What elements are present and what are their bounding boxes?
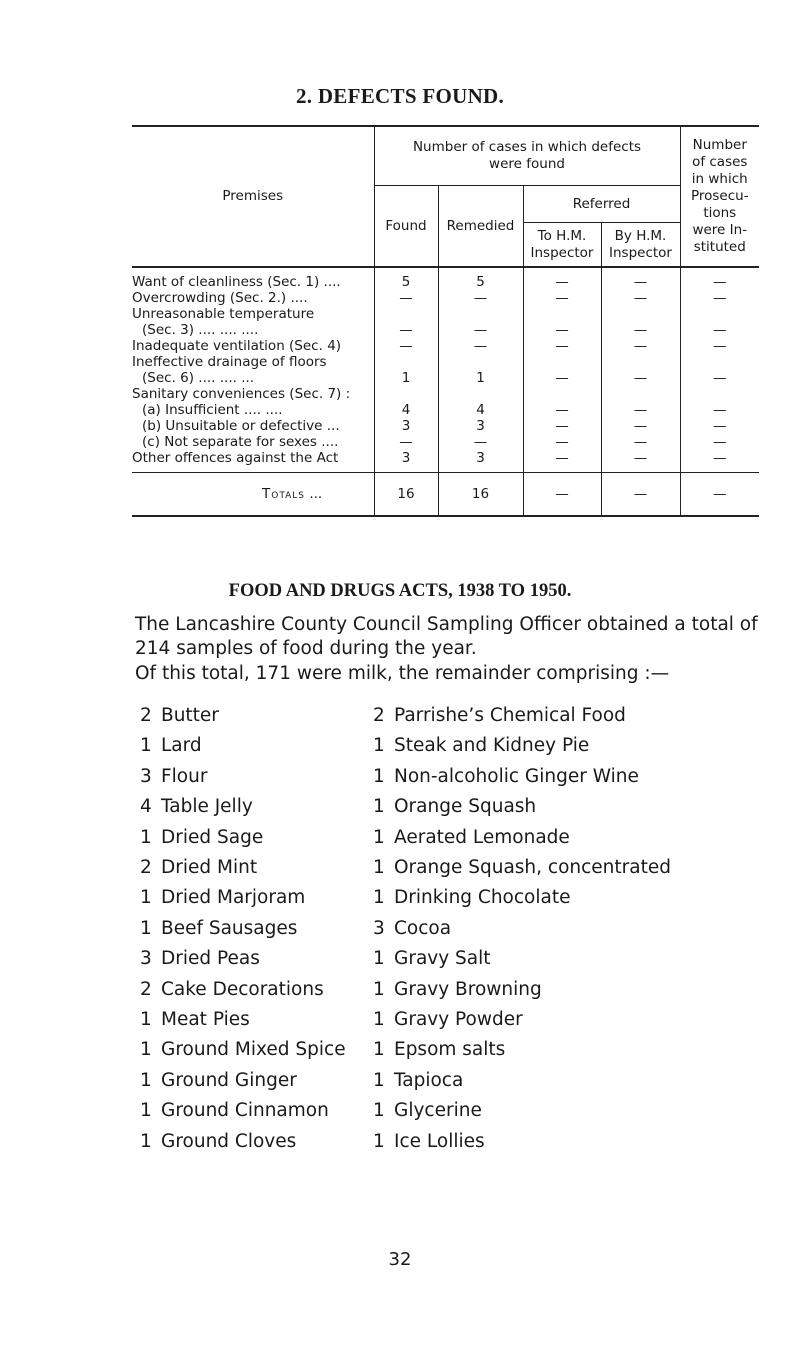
cell-pros (680, 306, 759, 322)
table-row (132, 450, 759, 473)
cell-remedied: 4 (438, 402, 523, 418)
header-cases-group: Number of cases in which defects were found (374, 126, 680, 186)
item-name: Ground Cloves (161, 1130, 297, 1152)
cell-by_hm (601, 386, 680, 402)
item-quantity: 1 (140, 1069, 152, 1091)
cell-to_hm: — (523, 290, 601, 306)
cell-pros: — (713, 402, 727, 418)
item-name: Orange Squash (394, 796, 537, 818)
cell-remedied: — (438, 322, 523, 338)
cell-remedied: — (438, 434, 523, 450)
table-row (132, 386, 759, 402)
list-item (140, 1067, 297, 1095)
header-by-hm-inspector: By H.M. Inspector (601, 223, 680, 268)
item-quantity: 2 (373, 705, 385, 726)
list-item (140, 945, 260, 973)
table-row (132, 306, 759, 322)
item-quantity: 1 (373, 826, 385, 848)
defects-table-wrapper (132, 125, 759, 517)
cell-pros: — (713, 338, 727, 354)
item-quantity: 4 (140, 796, 152, 818)
list-item (140, 1006, 250, 1034)
item-name: Meat Pies (161, 1009, 250, 1030)
cell-found: — (374, 290, 438, 306)
item-quantity: 1 (140, 1130, 152, 1152)
cell-to_hm: — (523, 434, 601, 450)
item-quantity: 1 (373, 1009, 385, 1030)
cell-pros: — (713, 290, 727, 306)
item-quantity: 1 (140, 1100, 152, 1122)
table-row (132, 434, 759, 450)
table-row (132, 290, 759, 306)
row-label: (b) Unsuitable or defective ... (132, 418, 374, 434)
row-label: Sanitary conveniences (Sec. 7) : (132, 386, 374, 402)
item-name: Ground Cinnamon (161, 1100, 329, 1122)
table-row (132, 322, 759, 338)
cell-pros: — (713, 274, 727, 290)
cell-pros (680, 354, 759, 370)
item-quantity: 2 (140, 978, 152, 1000)
page-number: 32 (388, 1249, 412, 1270)
cell-pros: — (713, 418, 727, 434)
item-quantity: 1 (140, 1009, 152, 1030)
item-name: Orange Squash, concentrated (394, 857, 671, 878)
list-item (140, 1097, 329, 1125)
cell-remedied: 3 (438, 450, 523, 473)
header-remedied: Remedied (438, 186, 523, 268)
cell-to_hm (523, 306, 601, 322)
cell-to_hm: — (523, 322, 601, 338)
list-item (140, 976, 324, 1004)
table-row (132, 338, 759, 354)
list-item (373, 1036, 505, 1064)
list-item (373, 1006, 523, 1034)
cell-pros (680, 386, 759, 402)
cell-to_hm: — (523, 450, 601, 473)
cell-found: 3 (374, 418, 438, 434)
item-quantity: 1 (373, 1100, 385, 1122)
item-name: Ground Ginger (161, 1069, 297, 1091)
list-item (373, 793, 536, 821)
header-to-hm-inspector: To H.M. Inspector (523, 223, 601, 268)
item-quantity: 3 (373, 917, 385, 939)
table-row (132, 418, 759, 434)
list-item (140, 824, 263, 852)
totals-remedied: 16 (438, 473, 523, 517)
item-name: Steak and Kidney Pie (394, 735, 590, 757)
cell-remedied (438, 354, 523, 370)
cell-remedied: 1 (438, 370, 523, 386)
cell-pros: — (713, 434, 727, 450)
totals-prosecutions: — (713, 486, 727, 502)
item-quantity: 1 (373, 735, 385, 757)
row-label: (a) Insufficient .... .... (132, 402, 374, 418)
item-name: Cocoa (394, 917, 452, 939)
item-quantity: 1 (373, 1069, 385, 1091)
item-name: Tapioca (394, 1069, 464, 1091)
defects-table (132, 125, 759, 517)
list-item (373, 976, 542, 1004)
item-name: Cake Decorations (161, 978, 324, 1000)
cell-to_hm: — (523, 338, 601, 354)
item-name: Dried Sage (161, 826, 264, 848)
cell-found: 4 (374, 402, 438, 418)
item-quantity: 1 (140, 826, 152, 848)
table-row (132, 402, 759, 418)
cell-by_hm: — (601, 370, 680, 386)
row-label: Overcrowding (Sec. 2.) .... (132, 290, 374, 306)
cell-pros: — (713, 370, 727, 386)
item-quantity: 2 (140, 705, 152, 726)
item-quantity: 1 (373, 765, 385, 787)
cell-remedied: — (438, 290, 523, 306)
header-prosecutions: Number of cases in which Prosecu- tions were In- stituted (690, 137, 749, 255)
item-quantity: 1 (373, 1130, 385, 1152)
totals-by-hm: — (601, 473, 680, 517)
cell-found: — (374, 338, 438, 354)
cell-found: 5 (374, 267, 438, 290)
list-item (140, 1128, 296, 1156)
row-label: Inadequate ventilation (Sec. 4) (132, 338, 374, 354)
item-name: Gravy Salt (394, 948, 491, 970)
item-name: Glycerine (394, 1100, 482, 1122)
item-name: Butter (161, 705, 219, 726)
cell-by_hm: — (601, 450, 680, 473)
item-quantity: 3 (140, 765, 152, 787)
list-item (140, 793, 253, 821)
cell-by_hm: — (601, 434, 680, 450)
cell-remedied: 5 (438, 267, 523, 290)
list-item (373, 1067, 463, 1095)
cell-found (374, 386, 438, 402)
cell-by_hm (601, 306, 680, 322)
item-name: Non-alcoholic Ginger Wine (394, 765, 639, 787)
list-item (140, 854, 257, 882)
row-label: (c) Not separate for sexes .... (132, 434, 374, 450)
list-item (373, 945, 491, 973)
cell-remedied: 3 (438, 418, 523, 434)
item-name: Aerated Lemonade (394, 826, 570, 848)
item-name: Flour (161, 765, 208, 787)
list-item (373, 854, 671, 882)
row-label: Want of cleanliness (Sec. 1) .... (132, 267, 374, 290)
cell-pros: — (713, 450, 727, 466)
totals-to-hm: — (523, 473, 601, 517)
food-drugs-title: FOOD AND DRUGS ACTS, 1938 TO 1950. (228, 581, 572, 601)
cell-found: — (374, 434, 438, 450)
item-name: Lard (161, 735, 202, 757)
cell-to_hm (523, 386, 601, 402)
cell-found: 3 (374, 450, 438, 473)
paragraph-remainder: Of this total, 171 were milk, the remainder comprising :— (135, 663, 670, 684)
list-item (373, 824, 570, 852)
cell-by_hm (601, 354, 680, 370)
item-quantity: 1 (373, 887, 385, 909)
row-label: Unreasonable temperature (132, 306, 374, 322)
item-quantity: 1 (140, 887, 152, 909)
item-name: Dried Peas (161, 948, 260, 970)
row-label: Other offences against the Act (132, 450, 374, 473)
item-name: Dried Marjoram (161, 887, 306, 909)
list-item (373, 732, 589, 760)
list-item (140, 1036, 346, 1064)
paragraph-samples: The Lancashire County Council Sampling Officer obtained a total of 214 samples of food during the year. (135, 614, 758, 659)
list-item (373, 915, 451, 943)
cell-to_hm: — (523, 402, 601, 418)
table-row (132, 267, 759, 290)
item-name: Gravy Browning (394, 978, 542, 1000)
cell-to_hm: — (523, 418, 601, 434)
list-item (373, 1097, 482, 1125)
cell-found: 1 (374, 370, 438, 386)
cell-by_hm: — (601, 338, 680, 354)
list-item (140, 732, 202, 760)
cell-by_hm: — (601, 290, 680, 306)
cell-by_hm: — (601, 418, 680, 434)
item-quantity: 1 (140, 1039, 152, 1061)
list-item (373, 763, 639, 791)
item-quantity: 3 (140, 948, 152, 970)
cell-found (374, 354, 438, 370)
section-title: 2. DEFECTS FOUND. (295, 84, 505, 108)
list-item (140, 884, 305, 912)
totals-found: 16 (374, 473, 438, 517)
list-item (373, 884, 570, 912)
cell-to_hm: — (523, 370, 601, 386)
cell-by_hm: — (601, 402, 680, 418)
table-row (132, 354, 759, 370)
header-found: Found (374, 186, 438, 268)
cell-by_hm: — (601, 267, 680, 290)
item-quantity: 1 (373, 796, 385, 818)
item-name: Gravy Powder (394, 1009, 523, 1030)
list-item (140, 915, 297, 943)
cell-remedied (438, 306, 523, 322)
cell-remedied (438, 386, 523, 402)
cell-found: — (374, 322, 438, 338)
item-quantity: 1 (140, 917, 152, 939)
list-item (140, 702, 219, 730)
totals-label: Totals ... (132, 473, 374, 517)
list-item (140, 763, 207, 791)
header-premises: Premises (132, 126, 374, 267)
header-referred: Referred (523, 186, 680, 223)
item-name: Ground Mixed Spice (161, 1039, 346, 1061)
item-quantity: 1 (373, 857, 385, 878)
item-quantity: 1 (140, 735, 152, 757)
item-name: Drinking Chocolate (394, 887, 571, 909)
cell-by_hm: — (601, 322, 680, 338)
item-quantity: 2 (140, 857, 152, 878)
cell-found (374, 306, 438, 322)
cell-pros: — (713, 322, 727, 338)
item-name: Beef Sausages (161, 917, 298, 939)
item-name: Ice Lollies (394, 1130, 485, 1152)
row-label: Ineffective drainage of floors (132, 354, 374, 370)
row-label: (Sec. 6) .... .... ... (132, 370, 374, 386)
item-name: Parrishe’s Chemical Food (394, 705, 626, 726)
item-quantity: 1 (373, 948, 385, 970)
row-label: (Sec. 3) .... .... .... (132, 322, 374, 338)
item-quantity: 1 (373, 1039, 385, 1061)
item-quantity: 1 (373, 978, 385, 1000)
item-name: Epsom salts (394, 1039, 506, 1061)
cell-remedied: — (438, 338, 523, 354)
cell-to_hm (523, 354, 601, 370)
list-item (373, 1128, 485, 1156)
cell-to_hm: — (523, 267, 601, 290)
list-item (373, 702, 626, 730)
item-name: Dried Mint (161, 857, 258, 878)
table-row (132, 370, 759, 386)
item-name: Table Jelly (161, 796, 253, 818)
